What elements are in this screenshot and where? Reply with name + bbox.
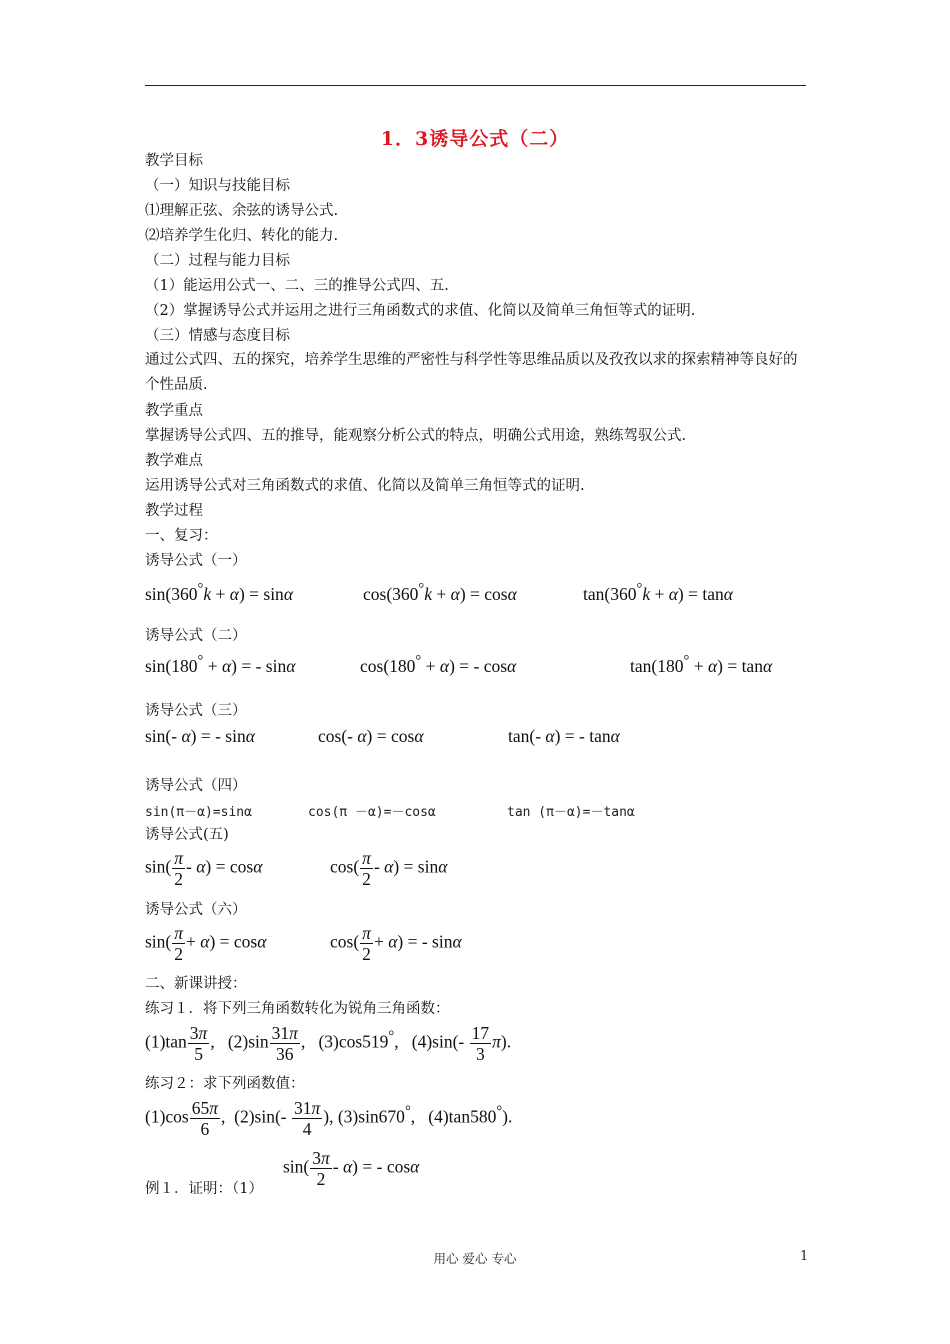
heading-teaching-process: 教学过程 xyxy=(145,503,203,519)
formula-2-tan: tan(180° + α) = tanα xyxy=(630,653,773,676)
text-goal-2-1: （1）能运用公式一、二、三的推导公式四、五. xyxy=(145,278,449,294)
formula-1-sin: sin(360°k + α) = sinα xyxy=(145,581,293,604)
formula-3-tan: tan(- α) = - tanα xyxy=(508,726,620,746)
heading-formula-5: 诱导公式(五) xyxy=(145,827,229,843)
formula-6-sin: sin( $\frac{\pi}{2}$ + α) = cosα xyxy=(145,923,267,964)
heading-new-lesson: 二、新课讲授： xyxy=(145,976,247,992)
heading-attitude: （三）情感与态度目标 xyxy=(145,328,290,344)
formula-5-sin: sin( $\frac{\pi}{2}$ - α) = cosα xyxy=(145,848,263,889)
document-title: 1．3诱导公式（二） xyxy=(380,128,570,150)
formula-3-cos: cos(- α) = cosα xyxy=(318,726,424,746)
text-difficulties: 运用诱导公式对三角函数式的求值、化简以及简单三角恒等式的证明. xyxy=(145,478,585,494)
header-rule xyxy=(145,85,806,86)
formula-4-sin: sin(π－α)=sinα xyxy=(145,805,252,820)
formula-2-cos: cos(180° + α) = - cosα xyxy=(360,653,517,676)
formula-6-cos: cos( $\frac{\pi}{2}$ + α) = - sinα xyxy=(330,923,462,964)
formula-exercise-1: (1)tan $\frac{3\pi}{5}$ , (2)sin $\frac{31\pi}{36}$ , (3)cos519°, (4)sin(- $\frac{17}{3}$ π). xyxy=(145,1023,512,1064)
formula-example-1: sin( $\frac{3\pi}{2}$ - α) = - cosα xyxy=(283,1148,420,1189)
formula-4-cos: cos(π －α)=－cosα xyxy=(308,805,436,820)
heading-knowledge: （一）知识与技能目标 xyxy=(145,178,290,194)
text-attitude: 通过公式四、五的探究，培养学生思维的严密性与科学性等思维品质以及孜孜以求的探索精神等良好的个性品质. xyxy=(145,352,798,393)
text-goal-1-2: ⑵培养学生化归、转化的能力. xyxy=(145,228,339,244)
formula-1-cos: cos(360°k + α) = cosα xyxy=(363,581,517,604)
formula-3-sin: sin(- α) = - sinα xyxy=(145,726,255,746)
heading-formula-2: 诱导公式（二） xyxy=(145,628,247,644)
footer-text: 用心 爱心 专心 xyxy=(433,1251,517,1266)
page-number: 1 xyxy=(800,1249,809,1264)
text-key-points: 掌握诱导公式四、五的推导，能观察分析公式的特点，明确公式用途，熟练驾驭公式. xyxy=(145,428,687,444)
heading-difficulties: 教学难点 xyxy=(145,453,203,469)
heading-key-points: 教学重点 xyxy=(145,403,203,419)
heading-formula-3: 诱导公式（三） xyxy=(145,703,247,719)
heading-formula-1: 诱导公式（一） xyxy=(145,553,247,569)
text-goal-1-1: ⑴理解正弦、余弦的诱导公式. xyxy=(145,203,339,219)
formula-5-cos: cos( $\frac{\pi}{2}$ - α) = sinα xyxy=(330,848,448,889)
text-goal-2-2: （2）掌握诱导公式并运用之进行三角函数式的求值、化简以及简单三角恒等式的证明. xyxy=(145,303,696,319)
formula-exercise-2: (1)cos $\frac{65\pi}{6}$ , (2)sin(- $\frac{31\pi}{4}$ ), (3)sin670°, (4)tan580°). xyxy=(145,1098,513,1139)
heading-goals: 教学目标 xyxy=(145,153,203,169)
heading-process: （二）过程与能力目标 xyxy=(145,253,290,269)
formula-2-sin: sin(180° + α) = - sinα xyxy=(145,653,296,676)
text-example-1: 例１．证明：（1） xyxy=(145,1181,263,1197)
heading-review: 一、复习： xyxy=(145,528,218,544)
heading-formula-6: 诱导公式（六） xyxy=(145,902,247,918)
text-exercise-2: 练习２：求下列函数值： xyxy=(145,1076,305,1092)
text-exercise-1: 练习１．将下列三角函数转化为锐角三角函数： xyxy=(145,1001,450,1017)
heading-formula-4: 诱导公式（四） xyxy=(145,778,247,794)
formula-1-tan: tan(360°k + α) = tanα xyxy=(583,581,733,604)
formula-4-tan: tan (π－α)=－tanα xyxy=(507,805,635,820)
